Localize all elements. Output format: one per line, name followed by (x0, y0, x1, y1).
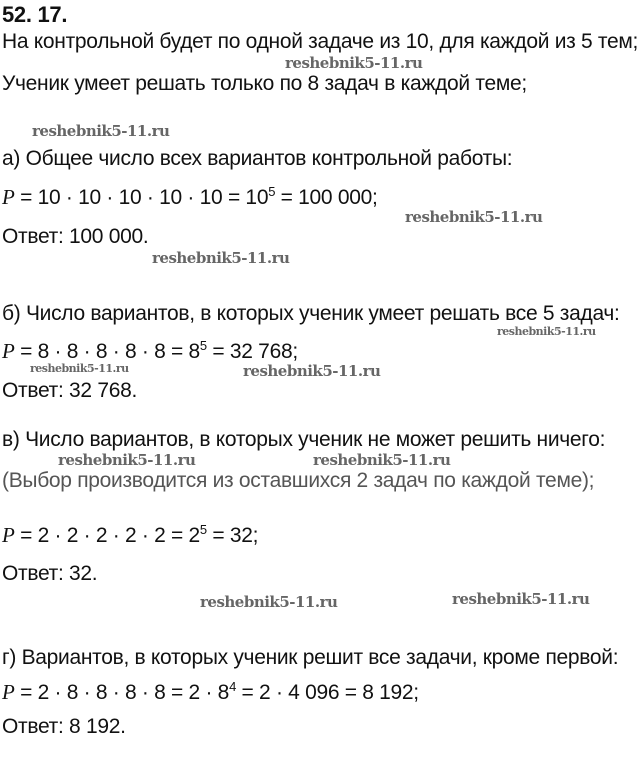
var-p: P (2, 185, 15, 209)
watermark: reshebnik5-11.ru (58, 451, 196, 469)
var-p: P (2, 339, 15, 363)
part-v-answer: Ответ: 32. (2, 562, 98, 585)
watermark: reshebnik5-11.ru (243, 362, 381, 380)
exponent: 5 (199, 338, 207, 353)
formula-tail: = 32; (206, 524, 259, 547)
watermark: reshebnik5-11.ru (32, 122, 170, 140)
formula-body: = 2 · 8 · 8 · 8 · 8 = 2 · 8 (14, 681, 230, 704)
problem-number: 52. 17. (2, 2, 68, 27)
formula-tail: = 32 768; (206, 340, 298, 363)
part-v-formula (2, 524, 258, 547)
watermark: reshebnik5-11.ru (152, 249, 290, 267)
watermark: reshebnik5-11.ru (452, 590, 590, 608)
formula-body: = 8 · 8 · 8 · 8 · 8 = 8 (14, 340, 200, 363)
part-v-heading: в) Число вариантов, в которых ученик не может решить ничего: (2, 428, 606, 451)
watermark: reshebnik5-11.ru (313, 451, 451, 469)
formula-tail: = 100 000; (275, 186, 378, 209)
intro-line-2: Ученик умеет решать только по 8 задач в каждой теме; (2, 72, 527, 95)
watermark: reshebnik5-11.ru (30, 362, 129, 375)
part-g-heading: г) Вариантов, в которых ученик решит все задачи, кроме первой: (2, 646, 619, 669)
part-v-note: (Выбор производится из оставшихся 2 задач по каждой теме); (2, 469, 595, 492)
part-b-heading: б) Число вариантов, в которых ученик умеет решать все 5 задач: (2, 302, 620, 325)
part-a-answer: Ответ: 100 000. (2, 225, 149, 248)
watermark: reshebnik5-11.ru (200, 593, 338, 611)
exponent: 4 (229, 679, 236, 694)
exponent: 5 (199, 522, 207, 537)
intro-line-1: На контрольной будет по одной задаче из 10, для каждой из 5 тем; (2, 30, 639, 53)
formula-tail: = 2 · 4 096 = 8 192; (236, 681, 419, 704)
part-g-answer: Ответ: 8 192. (2, 715, 126, 738)
part-b-answer: Ответ: 32 768. (2, 379, 138, 402)
part-a-heading: а) Общее число всех вариантов контрольной работы: (2, 147, 513, 170)
watermark: reshebnik5-11.ru (285, 54, 423, 72)
watermark: reshebnik5-11.ru (405, 208, 543, 226)
formula-body: = 10 · 10 · 10 · 10 · 10 = 10 (14, 186, 269, 209)
part-a-formula (2, 186, 378, 209)
var-p: P (2, 680, 15, 704)
part-g-formula (2, 681, 419, 704)
watermark: reshebnik5-11.ru (497, 325, 596, 338)
part-b-formula (2, 340, 298, 363)
exponent: 5 (268, 184, 276, 199)
formula-body: = 2 · 2 · 2 · 2 · 2 = 2 (14, 524, 200, 547)
var-p: P (2, 523, 15, 547)
